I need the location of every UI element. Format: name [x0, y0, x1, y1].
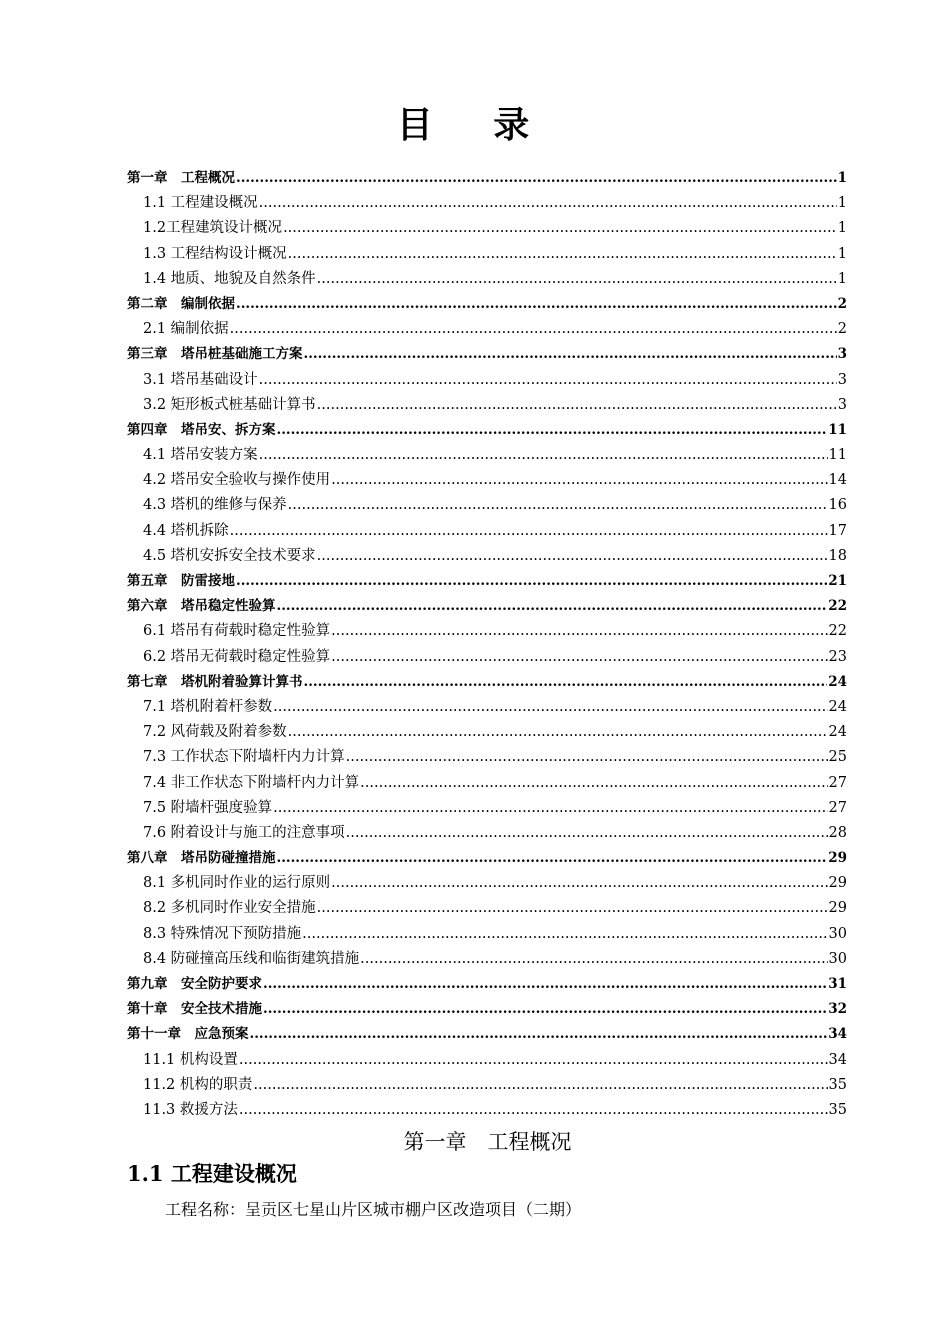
toc-page-number: 3: [837, 371, 847, 388]
toc-section-entry[interactable]: [127, 896, 847, 921]
toc-dot-leader: [236, 569, 827, 594]
toc-page-number: 34: [828, 1051, 847, 1068]
toc-section-entry[interactable]: [127, 544, 847, 569]
toc-page-number: 3: [837, 346, 847, 363]
toc-page-number: 35: [828, 1076, 847, 1093]
toc-chapter-entry[interactable]: [127, 569, 847, 594]
toc-section-entry[interactable]: [127, 695, 847, 720]
toc-dot-leader: [239, 1048, 828, 1073]
toc-chapter-entry[interactable]: [127, 972, 847, 997]
toc-entry-label: 4.5 塔机安拆安全技术要求: [143, 547, 316, 564]
toc-page-number: 14: [828, 472, 847, 489]
toc-entry-label: 7.6 附着设计与施工的注意事项: [143, 824, 345, 841]
toc-dot-leader: [277, 846, 828, 871]
toc-page-number: 1: [837, 220, 847, 237]
toc-page-number: 2: [837, 295, 847, 312]
toc-entry-label: 7.3 工作状态下附墙杆内力计算: [143, 749, 345, 766]
chapter-heading: 第一章 工程概况: [403, 1130, 572, 1154]
toc-page-number: 11: [828, 447, 847, 464]
body-paragraph: 工程名称：呈贡区七星山片区城市棚户区改造项目（二期）: [165, 1200, 582, 1219]
toc-section-entry[interactable]: [127, 519, 847, 544]
toc-page-number: 24: [828, 724, 847, 741]
toc-page-number: 18: [828, 547, 847, 564]
toc-entry-label: 6.2 塔吊无荷载时稳定性验算: [143, 648, 331, 665]
toc-dot-leader: [259, 191, 837, 216]
toc-chapter-entry[interactable]: [127, 594, 847, 619]
toc-dot-leader: [259, 443, 828, 468]
toc-chapter-entry[interactable]: [127, 166, 847, 191]
toc-dot-leader: [230, 317, 837, 342]
toc-section-entry[interactable]: [127, 368, 847, 393]
toc-dot-leader: [288, 242, 837, 267]
toc-entry-label: 第九章 安全防护要求: [127, 976, 262, 992]
toc-chapter-entry[interactable]: [127, 1022, 847, 1047]
toc-page-number: 22: [828, 623, 847, 640]
toc-entry-label: 第十章 安全技术措施: [127, 1001, 262, 1018]
toc-entry-label: 4.4 塔机拆除: [143, 522, 229, 539]
toc-dot-leader: [263, 972, 827, 997]
toc-entry-label: 1.2工程建筑设计概况: [143, 220, 283, 237]
toc-dot-leader: [331, 619, 827, 644]
toc-entry-label: 第四章 塔吊安、拆方案: [127, 421, 276, 438]
toc-chapter-entry[interactable]: [127, 342, 847, 367]
toc-page-number: 11: [828, 421, 847, 438]
toc-dot-leader: [277, 594, 828, 619]
toc-page-number: 30: [828, 950, 847, 967]
toc-page-number: 1: [837, 170, 847, 186]
toc-dot-leader: [263, 997, 827, 1022]
toc-page-number: 25: [828, 749, 847, 766]
toc-dot-leader: [317, 393, 837, 418]
toc-title: 目 录: [396, 104, 554, 146]
toc-section-entry[interactable]: [127, 1048, 847, 1073]
toc-entry-label: 第二章 编制依据: [127, 295, 235, 312]
toc-page-number: 35: [828, 1101, 847, 1118]
toc-dot-leader: [236, 166, 837, 191]
toc-section-entry[interactable]: [127, 216, 847, 241]
toc-section-entry[interactable]: [127, 468, 847, 493]
toc-section-entry[interactable]: [127, 796, 847, 821]
toc-dot-leader: [317, 267, 837, 292]
toc-page-number: 31: [828, 976, 847, 992]
toc-dot-leader: [360, 947, 827, 972]
toc-section-entry[interactable]: [127, 922, 847, 947]
toc-section-entry[interactable]: [127, 267, 847, 292]
toc-dot-leader: [236, 292, 837, 317]
toc-section-entry[interactable]: [127, 619, 847, 644]
toc-page-number: 21: [828, 573, 847, 589]
toc-dot-leader: [253, 1073, 827, 1098]
table-of-contents: [127, 166, 847, 1123]
toc-dot-leader: [230, 519, 828, 544]
toc-page-number: 30: [828, 925, 847, 942]
toc-entry-label: 3.1 塔吊基础设计: [143, 371, 258, 388]
toc-page-number: 24: [828, 698, 847, 715]
toc-section-entry[interactable]: [127, 1098, 847, 1123]
toc-chapter-entry[interactable]: [127, 846, 847, 871]
toc-entry-label: 7.5 附墙杆强度验算: [143, 799, 273, 816]
toc-chapter-entry[interactable]: [127, 292, 847, 317]
toc-entry-label: 1.4 地质、地貌及自然条件: [143, 270, 316, 287]
toc-dot-leader: [288, 720, 828, 745]
toc-entry-label: 第十一章 应急预案: [127, 1026, 249, 1043]
toc-entry-label: 8.2 多机同时作业安全措施: [143, 900, 316, 917]
toc-entry-label: 6.1 塔吊有荷载时稳定性验算: [143, 623, 331, 640]
toc-entry-label: 第三章 塔吊桩基础施工方案: [127, 346, 303, 363]
toc-dot-leader: [317, 896, 828, 921]
toc-page-number: 28: [828, 824, 847, 841]
toc-page-number: 29: [828, 900, 847, 917]
toc-page-number: 27: [828, 774, 847, 791]
toc-section-entry[interactable]: [127, 645, 847, 670]
toc-page-number: 29: [828, 850, 847, 867]
toc-dot-leader: [331, 468, 827, 493]
toc-entry-label: 第七章 塔机附着验算计算书: [127, 673, 303, 690]
toc-page-number: 32: [828, 1001, 847, 1018]
toc-dot-leader: [250, 1022, 828, 1047]
toc-page-number: 16: [828, 497, 847, 514]
toc-page-number: 27: [828, 799, 847, 816]
toc-entry-label: 4.1 塔吊安装方案: [143, 447, 258, 464]
toc-dot-leader: [302, 922, 827, 947]
toc-entry-label: 第六章 塔吊稳定性验算: [127, 598, 276, 615]
toc-page-number: 1: [837, 270, 847, 287]
toc-section-entry[interactable]: [127, 947, 847, 972]
toc-page-number: 24: [828, 673, 847, 690]
toc-entry-label: 第一章 工程概况: [127, 170, 235, 186]
toc-entry-label: 第五章 防雷接地: [127, 573, 235, 589]
toc-entry-label: 3.2 矩形板式桩基础计算书: [143, 396, 316, 413]
toc-section-entry[interactable]: [127, 493, 847, 518]
toc-entry-label: 8.1 多机同时作业的运行原则: [143, 875, 331, 892]
toc-page-number: 23: [828, 648, 847, 665]
toc-entry-label: 1.3 工程结构设计概况: [143, 245, 287, 262]
toc-chapter-entry[interactable]: [127, 418, 847, 443]
toc-section-entry[interactable]: [127, 443, 847, 468]
toc-entry-label: 4.2 塔吊安全验收与操作使用: [143, 472, 331, 489]
toc-entry-label: 7.2 风荷载及附着参数: [143, 724, 287, 741]
toc-section-entry[interactable]: [127, 1073, 847, 1098]
toc-dot-leader: [259, 368, 837, 393]
toc-dot-leader: [304, 342, 837, 367]
toc-dot-leader: [239, 1098, 828, 1123]
toc-dot-leader: [346, 821, 828, 846]
toc-page-number: 3: [837, 396, 847, 413]
toc-section-entry[interactable]: [127, 871, 847, 896]
toc-entry-label: 7.1 塔机附着杆参数: [143, 698, 273, 715]
toc-section-entry[interactable]: [127, 242, 847, 267]
toc-entry-label: 11.1 机构设置: [143, 1051, 238, 1068]
toc-section-entry[interactable]: [127, 745, 847, 770]
toc-dot-leader: [283, 216, 837, 241]
toc-entry-label: 8.4 防碰撞高压线和临街建筑措施: [143, 950, 360, 967]
toc-entry-label: 4.3 塔机的维修与保养: [143, 497, 287, 514]
toc-entry-label: 2.1 编制依据: [143, 321, 229, 338]
toc-entry-label: 第八章 塔吊防碰撞措施: [127, 850, 276, 867]
section-heading: 1.1 工程建设概况: [127, 1161, 297, 1186]
toc-page-number: 1: [837, 195, 847, 212]
toc-entry-label: 11.2 机构的职责: [143, 1076, 253, 1093]
toc-entry-label: 11.3 救援方法: [143, 1101, 238, 1118]
toc-dot-leader: [331, 645, 827, 670]
toc-dot-leader: [346, 745, 828, 770]
toc-section-entry[interactable]: [127, 720, 847, 745]
toc-page-number: 2: [837, 321, 847, 338]
toc-dot-leader: [317, 544, 828, 569]
toc-section-entry[interactable]: [127, 317, 847, 342]
toc-dot-leader: [331, 871, 827, 896]
toc-dot-leader: [288, 493, 828, 518]
toc-dot-leader: [360, 771, 827, 796]
toc-entry-label: 8.3 特殊情况下预防措施: [143, 925, 302, 942]
toc-entry-label: 1.1 工程建设概况: [143, 195, 258, 212]
toc-dot-leader: [277, 418, 828, 443]
toc-section-entry[interactable]: [127, 393, 847, 418]
toc-chapter-entry[interactable]: [127, 670, 847, 695]
toc-dot-leader: [273, 796, 827, 821]
toc-section-entry[interactable]: [127, 771, 847, 796]
toc-dot-leader: [273, 695, 827, 720]
toc-section-entry[interactable]: [127, 191, 847, 216]
toc-page-number: 29: [828, 875, 847, 892]
toc-page-number: 17: [828, 522, 847, 539]
toc-page-number: 22: [828, 598, 847, 615]
toc-entry-label: 7.4 非工作状态下附墙杆内力计算: [143, 774, 360, 791]
toc-page-number: 1: [837, 245, 847, 262]
toc-dot-leader: [304, 670, 828, 695]
toc-section-entry[interactable]: [127, 821, 847, 846]
toc-chapter-entry[interactable]: [127, 997, 847, 1022]
toc-page-number: 34: [828, 1026, 847, 1043]
